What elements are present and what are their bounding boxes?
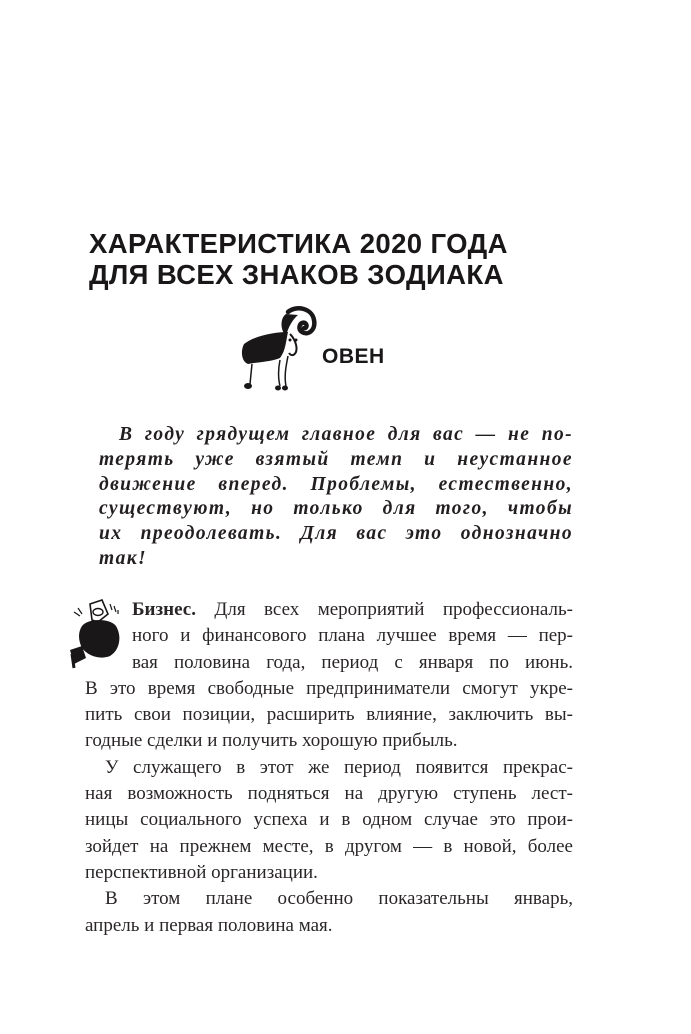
zodiac-sign-header [240,306,440,398]
chapter-heading [89,228,589,290]
body-line: У служащего в этот же период появится прекрас- [105,756,573,778]
body-line: Бизнес. Для всех мероприятий профессиональ- [132,599,573,620]
body-line: ная возможность подняться на другую ступень лест- [85,783,573,805]
body-line: пить свои позиции, расширить влияние, заключить вы- [85,704,573,726]
intro-line: движение вперед. Проблемы, естественно, [99,473,573,495]
business-section [85,597,573,939]
fist-with-money-icon [68,598,126,670]
body-line: перспективной организации. [85,861,318,883]
intro-line: терять уже взятый темп и неустанное [99,448,573,470]
chapter-heading-line-1: ХАРАКТЕРИСТИКА 2020 ГОДА [89,228,508,259]
section-label-business: Бизнес. [132,599,196,620]
intro-paragraph [99,423,573,572]
body-line: В этом плане особенно показательны январь, [105,888,573,910]
sign-title: ОВЕН [322,345,385,368]
intro-line: так! [99,547,147,569]
body-line: вая половина года, период с января по июнь. [132,651,573,673]
body-line: В это время свободные предприниматели смогут укре- [85,677,573,699]
body-line: апрель и первая половина мая. [85,914,333,936]
intro-line: существуют, но только для того, чтобы [99,498,573,520]
chapter-heading-line-2: ДЛЯ ВСЕХ ЗНАКОВ ЗОДИАКА [89,259,504,290]
intro-line: В году грядущем главное для вас — не по- [119,424,573,445]
body-line: ницы социального успеха и в одном случае это прои- [85,809,573,831]
ram-icon [240,306,318,394]
body-line: годные сделки и получить хорошую прибыль. [85,730,458,752]
body-line: зойдет на прежнем месте, в другом — в новой, более [85,835,573,857]
body-line: ного и финансового плана лучшее время — пер- [132,625,573,647]
intro-line: их преодолевать. Для вас это однозначно [99,523,573,545]
